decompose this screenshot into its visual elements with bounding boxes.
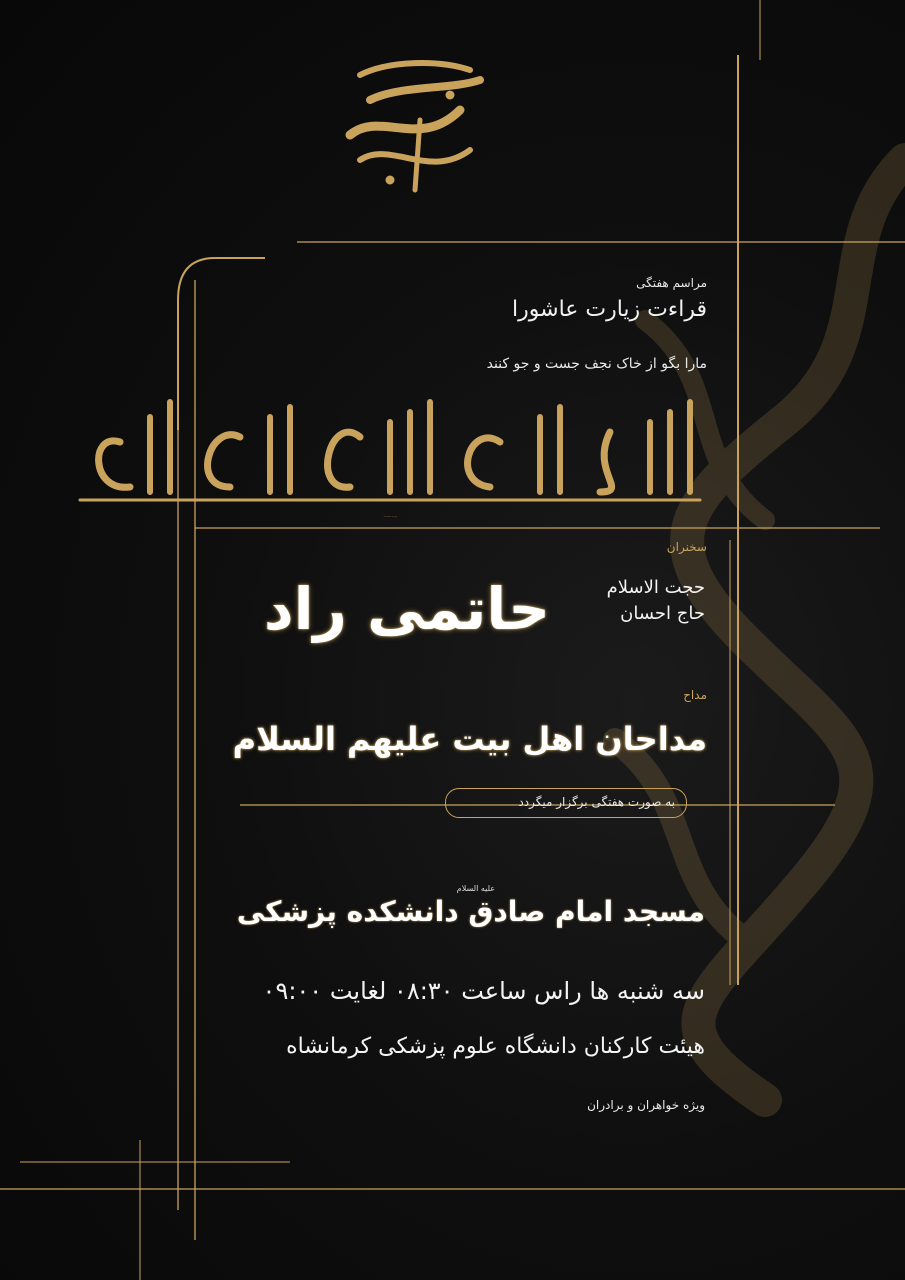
maddah-name: مداحان اهل بیت علیهم السلام — [232, 720, 707, 758]
speaker-name: حاتمی راد — [263, 575, 550, 643]
calligraphy-logo-icon — [330, 40, 490, 200]
speaker-title-2: حاج احسان — [620, 603, 705, 624]
schedule-text: سه شنبه ها راس ساعت ۰۸:۳۰ لغایت ۰۹:۰۰ — [262, 977, 705, 1005]
maddah-label: مداح — [683, 688, 707, 702]
background-calligraphy-icon — [525, 120, 905, 1120]
organizer-text: هیئت کارکنان دانشگاه علوم پزشکی کرمانشاه — [286, 1034, 705, 1059]
venue-honorific: علیه السلام — [456, 884, 495, 893]
audience-text: ویژه خواهران و برادران — [587, 1098, 705, 1112]
frequency-note: به صورت هفتگی برگزار میگردد — [518, 795, 675, 809]
poem-line: مارا بگو از خاک نجف جست و جو کنند — [486, 356, 707, 372]
speaker-label: سخنران — [666, 540, 707, 554]
ceremony-label: مراسم هفتگی — [636, 276, 707, 290]
speaker-title-1: حجت الاسلام — [606, 577, 705, 598]
venue-name: مسجد امام صادق دانشکده پزشکی — [236, 895, 705, 928]
salam-text: السلام علیک یا اباعبدالله الحسین — [383, 517, 397, 518]
ziarat-title: قراءت زیارت عاشورا — [512, 297, 707, 322]
salam-calligraphy — [70, 382, 710, 522]
